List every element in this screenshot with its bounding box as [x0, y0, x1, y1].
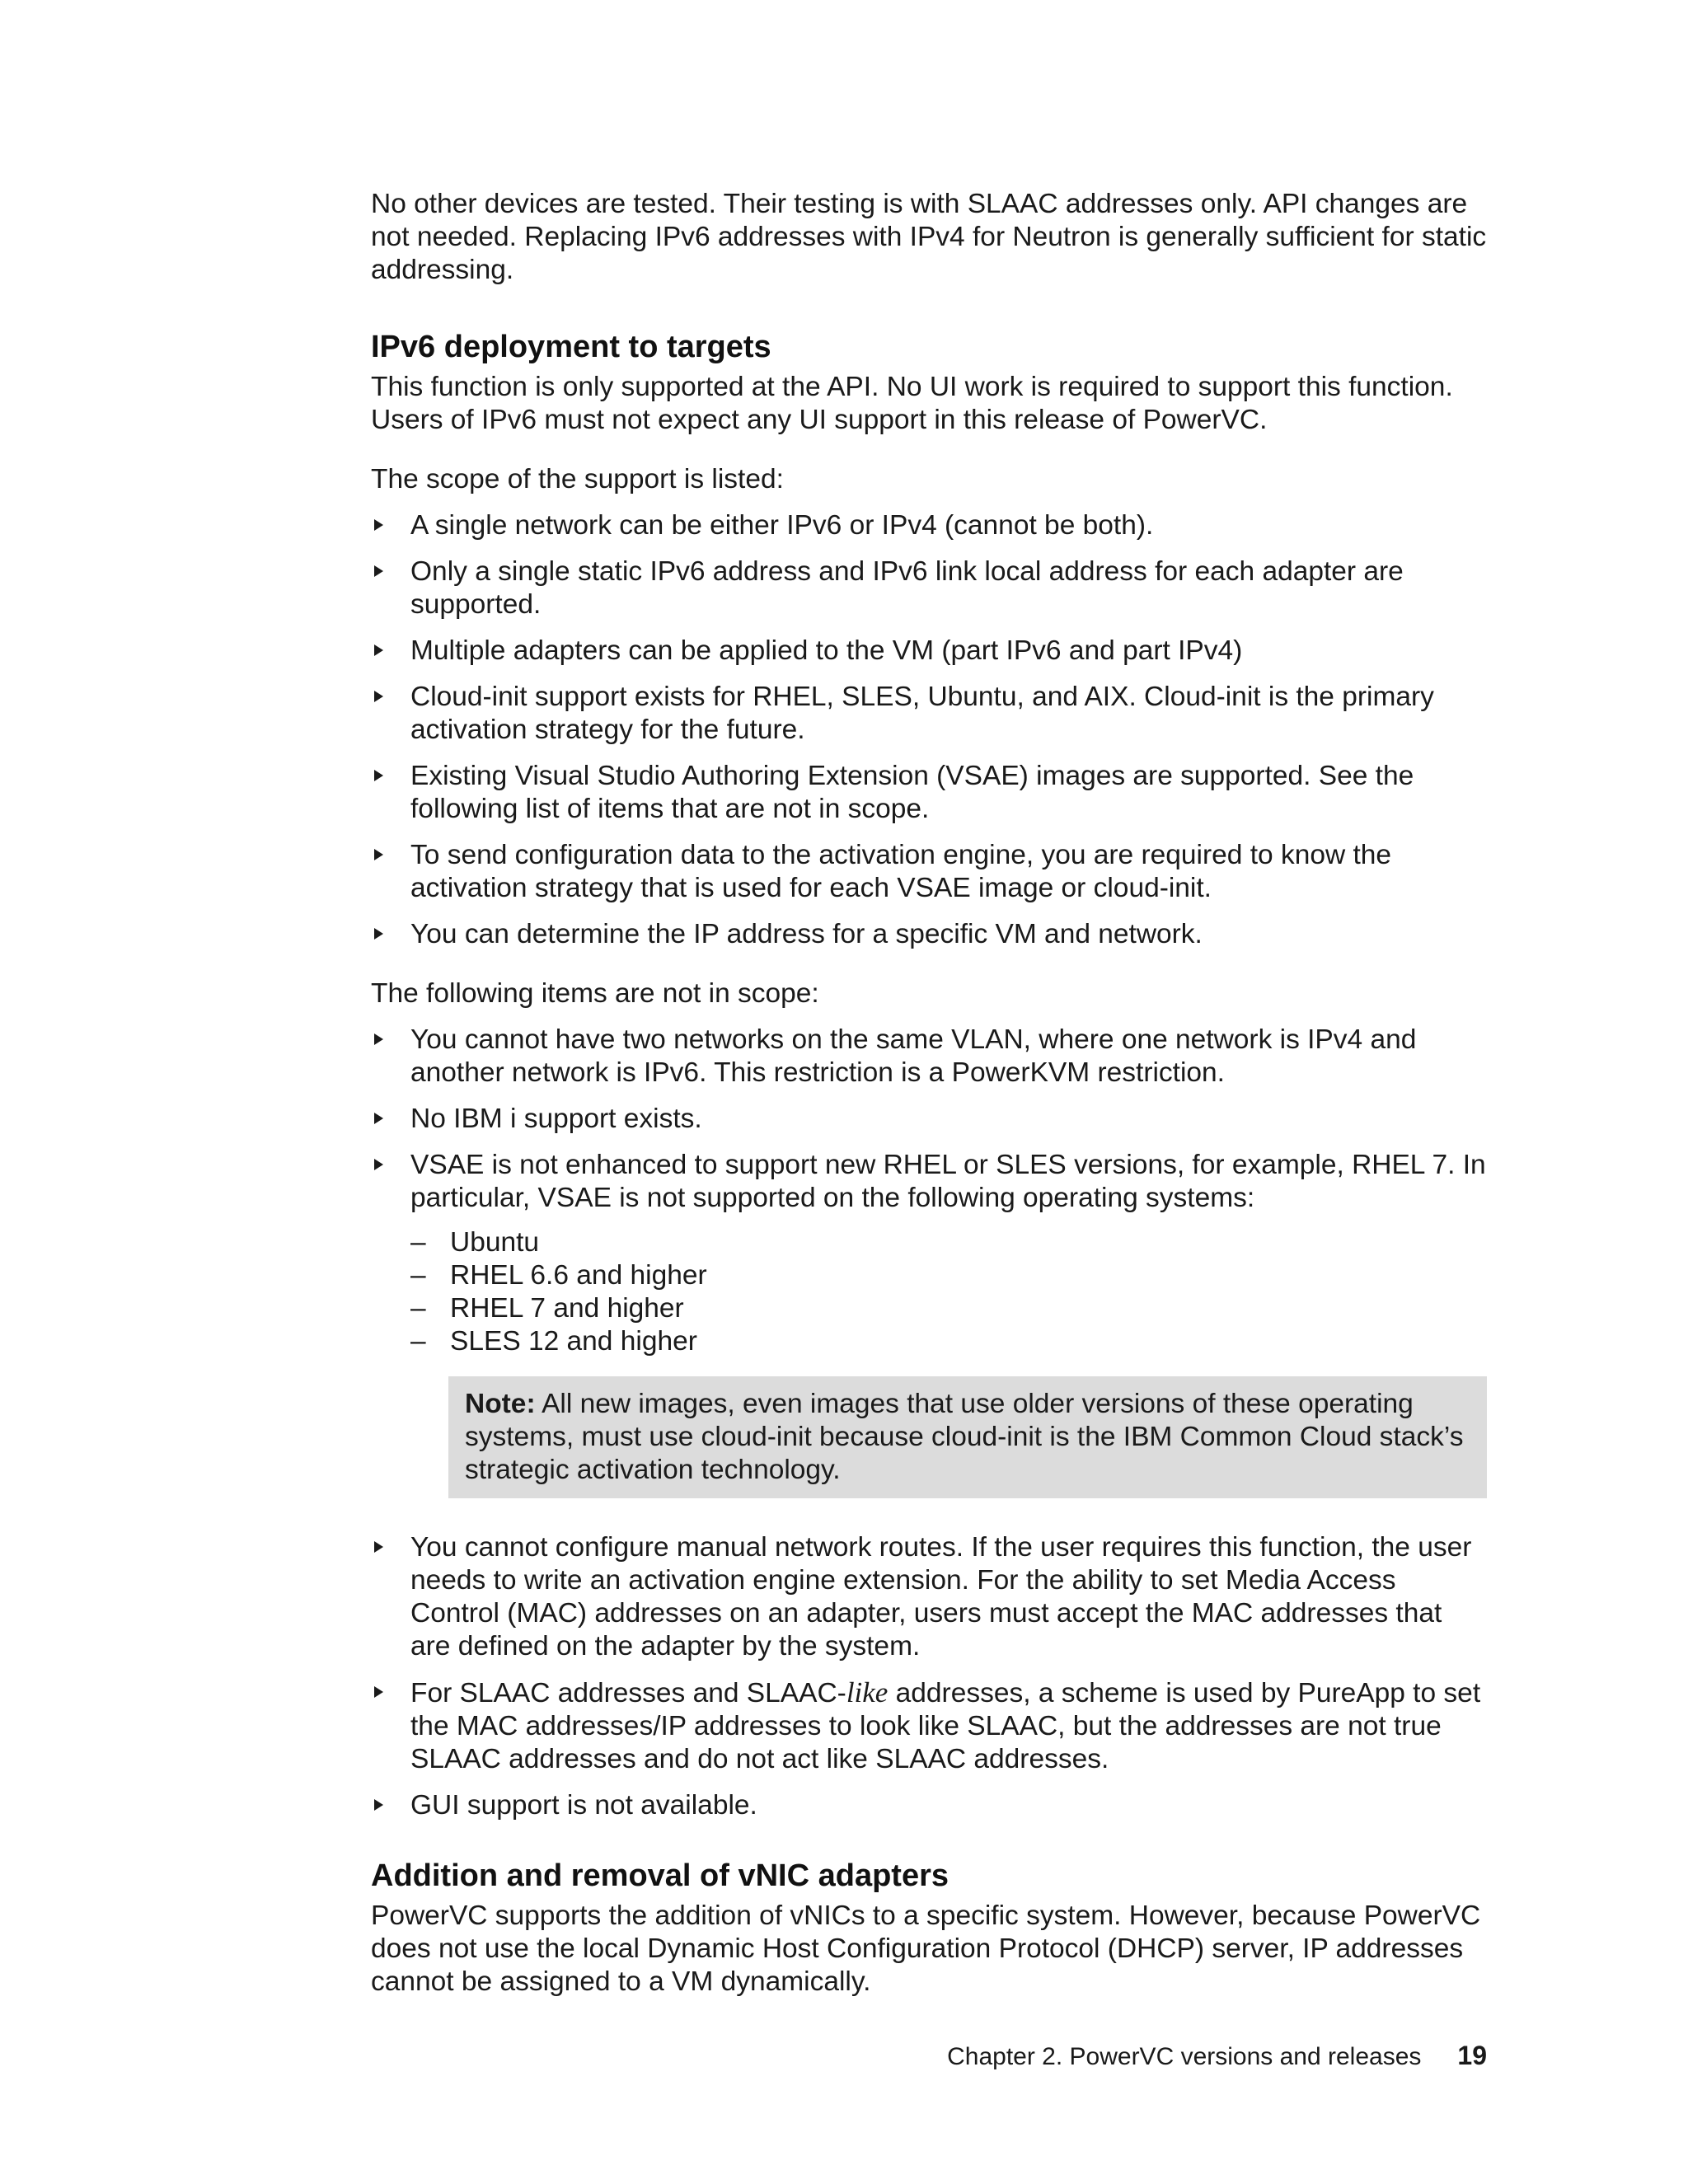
dash-icon: –	[410, 1293, 426, 1324]
bullet-triangle-icon	[374, 519, 383, 531]
bullet-triangle-icon	[374, 644, 383, 656]
dash-icon: –	[410, 1260, 426, 1291]
vnic-paragraph: PowerVC supports the addition of vNICs to a specific system. However, because PowerVC does not use the local Dynamic Host Configuration Protocol (DHCP) server, IP addresses cannot be assigned to a VM dynamically.	[371, 1900, 1481, 1997]
bullet-triangle-icon	[374, 1033, 383, 1045]
footer-chapter: Chapter 2. PowerVC versions and releases	[947, 2043, 1422, 2070]
bullet-triangle-icon	[374, 1113, 383, 1124]
italic-like: like	[846, 1676, 889, 1708]
bullet-triangle-icon	[374, 565, 383, 577]
list-item: You can determine the IP address for a specific VM and network.	[371, 918, 1487, 951]
sublist-item: – RHEL 6.6 and higher	[410, 1260, 707, 1291]
bullet-triangle-icon	[374, 928, 383, 940]
bullet-triangle-icon	[374, 1799, 383, 1811]
note-text: All new images, even images that use older versions of these operating systems, must use cloud-init because cloud-init is the IBM Common Cloud stack’s strategic activation technology.	[465, 1389, 1464, 1485]
sublist-item: – SLES 12 and higher	[410, 1326, 697, 1357]
sublist-item: – Ubuntu	[410, 1227, 540, 1258]
bullet-triangle-icon	[374, 1686, 383, 1698]
list-item: Multiple adapters can be applied to the VM (part IPv6 and part IPv4)	[371, 635, 1487, 668]
bullet-triangle-icon	[374, 770, 383, 781]
bullet-triangle-icon	[374, 1541, 383, 1553]
note-box	[448, 1376, 1487, 1498]
page-footer	[371, 2039, 1487, 2074]
dash-icon: –	[410, 1227, 426, 1258]
sublist-item: – RHEL 7 and higher	[410, 1293, 684, 1324]
not-scope-list	[371, 1024, 1487, 1358]
ipv6-paragraph: This function is only supported at the API. No UI work is required to support this function. Users of IPv6 must not expect any UI support in this release of PowerVC.	[371, 372, 1453, 435]
list-item: A single network can be either IPv6 or IPv4 (cannot be both).	[371, 509, 1487, 542]
list-item: Existing Visual Studio Authoring Extension (VSAE) images are supported. See the following list of items that are not in scope.	[371, 760, 1487, 826]
dash-icon: –	[410, 1326, 426, 1357]
list-item: Cloud-init support exists for RHEL, SLES, Ubuntu, and AIX. Cloud-init is the primary activation strategy for the future.	[371, 681, 1487, 747]
bullet-triangle-icon	[374, 849, 383, 860]
section-heading-ipv6: IPv6 deployment to targets	[371, 330, 771, 364]
note-label: Note:	[465, 1389, 536, 1419]
scope-intro: The scope of the support is listed:	[371, 464, 784, 494]
section-heading-vnic: Addition and removal of vNIC adapters	[371, 1858, 949, 1893]
list-item: To send configuration data to the activation engine, you are required to know the activation strategy that is used for each VSAE image or cloud-init.	[371, 839, 1487, 905]
list-item: GUI support is not available.	[371, 1789, 1487, 1822]
list-item: Only a single static IPv6 address and IPv6 link local address for each adapter are supported.	[371, 555, 1487, 621]
page-body	[371, 188, 1487, 1999]
list-item: For SLAAC addresses and SLAAC-like addresses, a scheme is used by PureApp to set the MAC addresses/IP addresses to look like SLAAC, but the addresses are not true SLAAC addresses and do not act like SLAAC addresses.	[371, 1676, 1487, 1776]
page-number: 19	[1457, 2041, 1487, 2070]
list-item: No IBM i support exists.	[371, 1103, 1487, 1136]
list-item: You cannot have two networks on the same VLAN, where one network is IPv4 and another network is IPv6. This restriction is a PowerKVM restriction.	[371, 1024, 1487, 1090]
scope-list	[371, 509, 1487, 951]
list-item: VSAE is not enhanced to support new RHEL or SLES versions, for example, RHEL 7. In particular, VSAE is not supported on the following operating systems: – Ubuntu – RHEL 6.6 and higher – RHEL 7 and higher – SLES 12 and higher	[371, 1149, 1487, 1358]
list-item: You cannot configure manual network routes. If the user requires this function, the user needs to write an activation engine extension. For the ability to set Media Access Control (MAC) addresses on an adapter, users must accept the MAC addresses that are defined on the adapter by the system.	[371, 1531, 1487, 1663]
bullet-triangle-icon	[374, 691, 383, 702]
bullet-triangle-icon	[374, 1159, 383, 1170]
not-scope-list-continued	[371, 1531, 1487, 1822]
os-sublist	[410, 1226, 1487, 1358]
not-scope-intro: The following items are not in scope:	[371, 978, 819, 1009]
intro-paragraph: No other devices are tested. Their testing is with SLAAC addresses only. API changes are not needed. Replacing IPv6 addresses with IPv4 for Neutron is generally sufficient for static addressing.	[371, 189, 1487, 285]
